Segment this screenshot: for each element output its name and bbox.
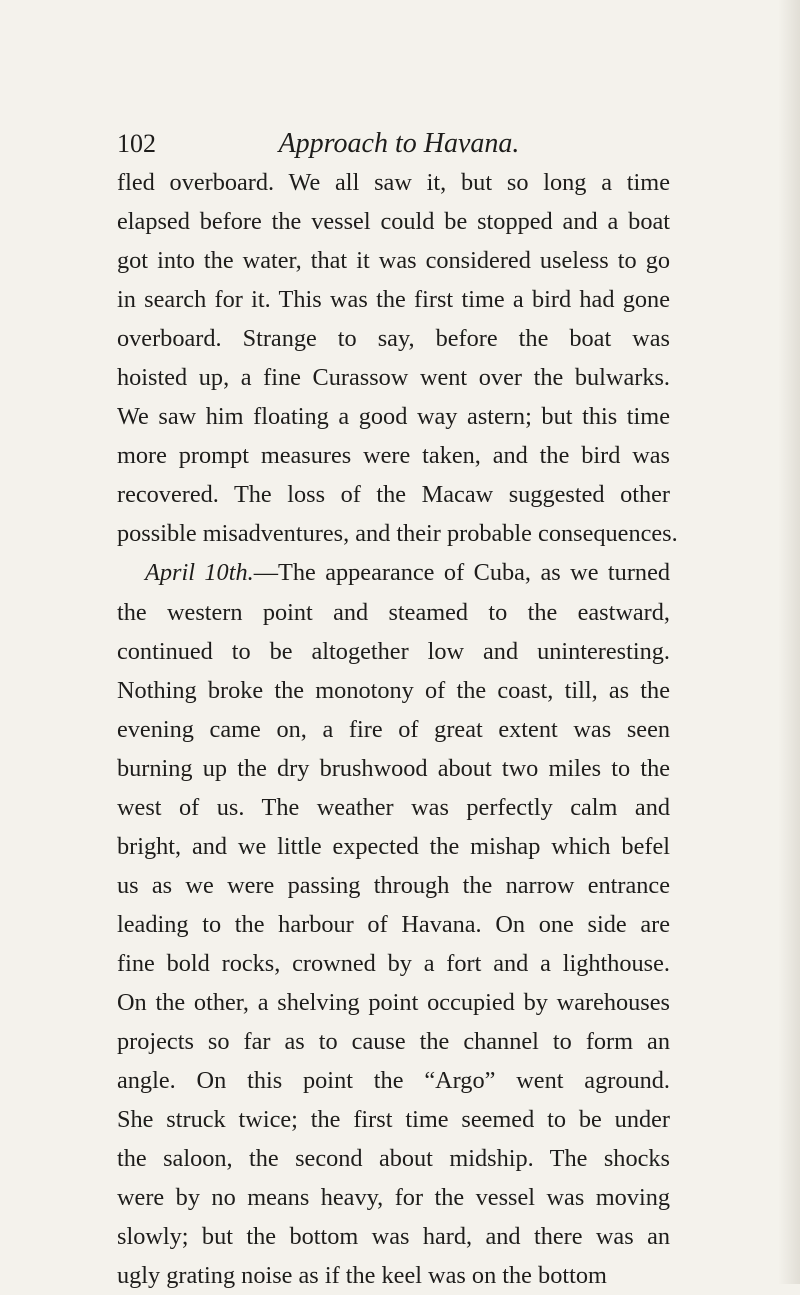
text-line: fine bold rocks, crowned by a fort and a lighthouse. xyxy=(117,949,670,977)
text-line: the western point and steamed to the eastward, xyxy=(117,598,670,626)
text-line: overboard. Strange to say, before the boat was xyxy=(117,325,670,353)
text-line: got into the water, that it was considered useless to go xyxy=(117,247,670,275)
text-line: us as we were passing through the narrow entrance xyxy=(117,871,670,899)
text-line: elapsed before the vessel could be stopped and a boat xyxy=(117,208,670,236)
date-heading: April 10th. xyxy=(145,559,254,587)
text-line: burning up the dry brushwood about two miles to the xyxy=(117,754,670,782)
text-line: west of us. The weather was perfectly calm and xyxy=(117,793,670,821)
text-line: continued to be altogether low and uninteresting. xyxy=(117,637,670,665)
text-line: We saw him floating a good way astern; but this time xyxy=(117,403,670,431)
text-line: more prompt measures were taken, and the bird was xyxy=(117,442,670,470)
text-line: angle. On this point the “Argo” went aground. xyxy=(117,1067,670,1095)
text-line: hoisted up, a fine Curassow went over the bulwarks. xyxy=(117,364,670,392)
text-line: in search for it. This was the first time a bird had gone xyxy=(117,286,670,314)
text-line: projects so far as to cause the channel to form an xyxy=(117,1028,670,1056)
text-line: On the other, a shelving point occupied by warehouses xyxy=(117,988,670,1016)
page-number: 102 xyxy=(117,129,156,158)
page-header xyxy=(117,124,667,164)
text-line-dated xyxy=(117,553,670,592)
body-text xyxy=(117,163,678,1295)
text-line: leading to the harbour of Havana. On one side are xyxy=(117,910,670,938)
text-line: recovered. The loss of the Macaw suggested other xyxy=(117,481,670,509)
text-line: fled overboard. We all saw it, but so long a time xyxy=(117,169,670,196)
text-line: She struck twice; the first time seemed to be under xyxy=(117,1106,670,1134)
text-line: Nothing broke the monotony of the coast, till, as the xyxy=(117,676,670,704)
text-line: possible misadventures, and their probable consequences. xyxy=(117,520,678,548)
text-line: evening came on, a fire of great extent was seen xyxy=(117,715,670,743)
page-edge-shadow xyxy=(778,0,800,1284)
text-line: slowly; but the bottom was hard, and there was an xyxy=(117,1223,670,1251)
text-line: were by no means heavy, for the vessel was moving xyxy=(117,1184,670,1212)
running-title: Approach to Havana. xyxy=(278,128,520,159)
text-line: the saloon, the second about midship. The shocks xyxy=(117,1145,670,1173)
dated-entry-text: —The appearance of Cuba, as we turned xyxy=(253,559,671,587)
text-line: ugly grating noise as if the keel was on the bottom xyxy=(117,1262,607,1290)
text-line: bright, and we little expected the mishap which befel xyxy=(117,832,670,860)
